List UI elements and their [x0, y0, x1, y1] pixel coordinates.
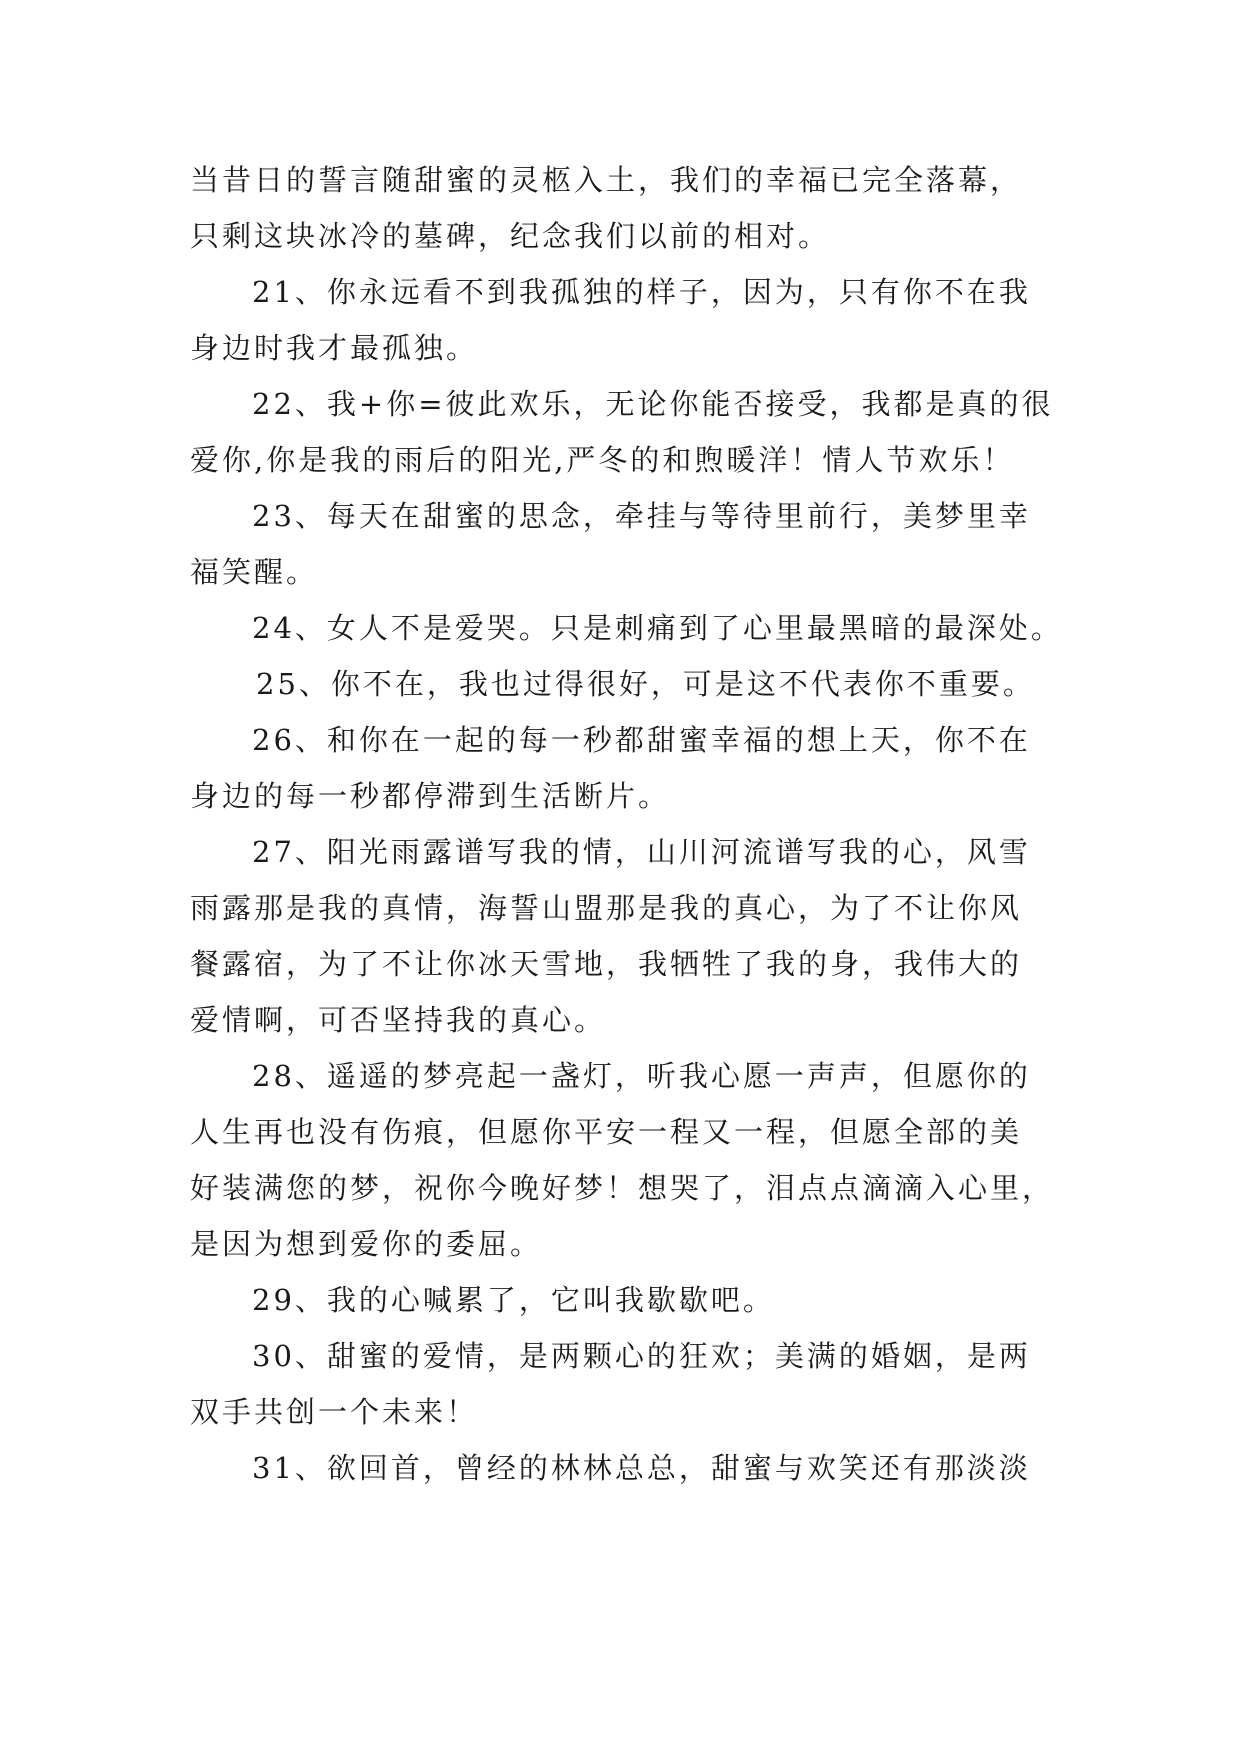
text-line: 好装满您的梦，祝你今晚好梦！想哭了，泪点点滴滴入心里， — [190, 1171, 1055, 1205]
text-line: 29、我的心喊累了，它叫我歇歇吧。 — [252, 1283, 775, 1317]
text-line: 身边的每一秒都停滞到生活断片。 — [190, 779, 671, 813]
text-line: 只剩这块冰冷的墓碑，纪念我们以前的相对。 — [190, 219, 831, 253]
text-line: 爱情啊，可否坚持我的真心。 — [190, 1003, 607, 1037]
text-line: 当昔日的誓言随甜蜜的灵柩入土，我们的幸福已完全落幕， — [190, 163, 1023, 197]
text-line: 是因为想到爱你的委屈。 — [190, 1227, 543, 1261]
text-line: 27、阳光雨露谱写我的情，山川河流谱写我的心，风雪 — [252, 835, 1031, 869]
text-line: 餐露宿，为了不让你冰天雪地，我牺牲了我的身，我伟大的 — [190, 947, 1023, 981]
text-line: 人生再也没有伤痕，但愿你平安一程又一程，但愿全部的美 — [190, 1115, 1023, 1149]
text-line: 21、你永远看不到我孤独的样子，因为，只有你不在我 — [252, 275, 1031, 309]
text-line: 双手共创一个未来！ — [190, 1395, 479, 1429]
text-line: 福笑醒。 — [190, 555, 319, 589]
text-line: 23、每天在甜蜜的思念，牵挂与等待里前行，美梦里幸 — [252, 499, 1031, 533]
text-line: 28、遥遥的梦亮起一盏灯，听我心愿一声声，但愿你的 — [252, 1059, 1031, 1093]
text-line: 31、欲回首，曾经的林林总总，甜蜜与欢笑还有那淡淡 — [252, 1451, 1031, 1485]
text-line: 24、女人不是爱哭。只是刺痛到了心里最黑暗的最深处。 — [252, 611, 1063, 645]
text-line: 爱你,你是我的雨后的阳光,严冬的和煦暖洋！情人节欢乐！ — [190, 443, 1015, 477]
text-line: 22、我+你=彼此欢乐，无论你能否接受，我都是真的很 — [252, 387, 1054, 421]
text-line: 26、和你在一起的每一秒都甜蜜幸福的想上天，你不在 — [252, 723, 1031, 757]
text-line: 30、甜蜜的爱情，是两颗心的狂欢；美满的婚姻，是两 — [252, 1339, 1031, 1373]
text-line: 身边时我才最孤独。 — [190, 331, 479, 365]
text-line: 雨露那是我的真情，海誓山盟那是我的真心，为了不让你风 — [190, 891, 1023, 925]
text-line: 25、你不在，我也过得很好，可是这不代表你不重要。 — [256, 667, 1035, 701]
